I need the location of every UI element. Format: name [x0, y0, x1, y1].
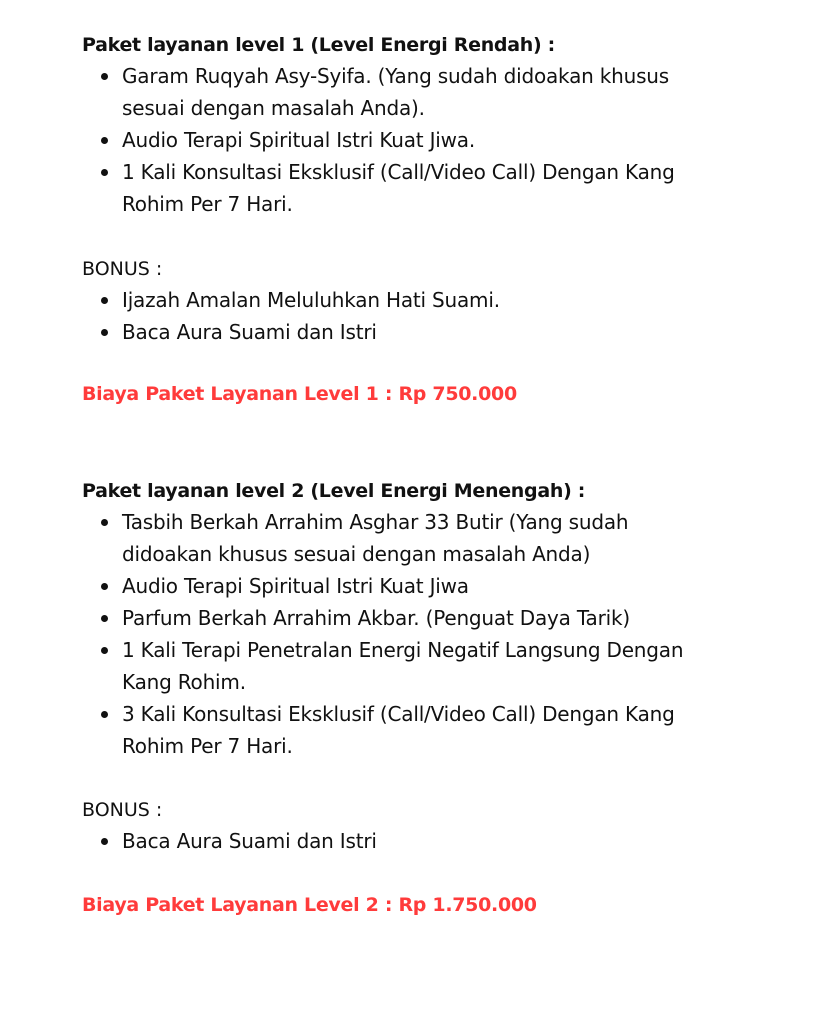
package-2-bonus-label: BONUS :	[82, 799, 163, 821]
list-item: Baca Aura Suami dan Istri	[122, 825, 377, 857]
bullet-icon	[101, 169, 108, 176]
package-2-price: Biaya Paket Layanan Level 2 : Rp 1.750.000	[82, 894, 537, 916]
bullet-icon	[101, 137, 108, 144]
bullet-icon	[101, 329, 108, 336]
bullet-icon	[101, 647, 108, 654]
list-item: Baca Aura Suami dan Istri	[122, 316, 500, 348]
bullet-icon	[101, 838, 108, 845]
list-item: Parfum Berkah Arrahim Akbar. (Penguat Daya Tarik)	[122, 602, 722, 634]
package-2-items	[82, 506, 722, 762]
bullet-icon	[101, 583, 108, 590]
list-item: Audio Terapi Spiritual Istri Kuat Jiwa	[122, 570, 722, 602]
package-1-bonus-label: BONUS :	[82, 258, 163, 280]
package-1-bonus-items	[82, 284, 500, 348]
bullet-icon	[101, 615, 108, 622]
package-2-bonus-items	[82, 825, 377, 857]
list-item: 3 Kali Konsultasi Eksklusif (Call/Video Call) Dengan Kang Rohim Per 7 Hari.	[122, 698, 722, 762]
package-1-title: Paket layanan level 1 (Level Energi Rendah) :	[82, 34, 555, 56]
bullet-icon	[101, 519, 108, 526]
bullet-icon	[101, 297, 108, 304]
package-2-title: Paket layanan level 2 (Level Energi Menengah) :	[82, 480, 586, 502]
list-item: Tasbih Berkah Arrahim Asghar 33 Butir (Yang sudah didoakan khusus sesuai dengan masalah Anda)	[122, 506, 722, 570]
bullet-icon	[101, 73, 108, 80]
list-item: Ijazah Amalan Meluluhkan Hati Suami.	[122, 284, 500, 316]
list-item: 1 Kali Terapi Penetralan Energi Negatif Langsung Dengan Kang Rohim.	[122, 634, 722, 698]
list-item: Audio Terapi Spiritual Istri Kuat Jiwa.	[122, 124, 722, 156]
list-item: 1 Kali Konsultasi Eksklusif (Call/Video Call) Dengan Kang Rohim Per 7 Hari.	[122, 156, 722, 220]
bullet-icon	[101, 711, 108, 718]
package-1-items	[82, 60, 722, 220]
package-1-price: Biaya Paket Layanan Level 1 : Rp 750.000	[82, 383, 517, 405]
list-item: Garam Ruqyah Asy-Syifa. (Yang sudah didoakan khusus sesuai dengan masalah Anda).	[122, 60, 722, 124]
